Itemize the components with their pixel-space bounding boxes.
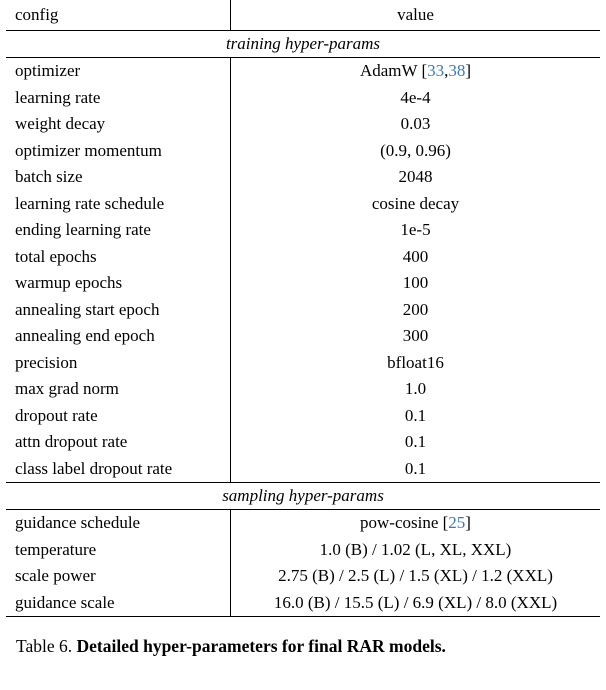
table-row [6,323,600,350]
config-cell: precision [6,350,231,377]
value-text: 2048 [398,167,433,187]
table-row [6,111,600,138]
value-suffix: ] [465,513,471,533]
table-row [6,138,600,165]
citation-link[interactable]: 38 [448,61,466,81]
table-row [6,244,600,271]
table-header-row [6,0,600,30]
config-cell: guidance scale [6,590,231,617]
config-cell: learning rate [6,85,231,112]
table-row [6,403,600,430]
hyperparams-table [6,0,600,617]
table-row [6,456,600,483]
value-text: 0.1 [404,432,427,452]
table-caption [16,636,596,657]
table-row [6,217,600,244]
value-text: (0.9, 0.96) [380,140,451,160]
value-text: pow-cosine [ [360,513,449,533]
config-cell: batch size [6,164,231,191]
value-text: 100 [402,273,429,293]
value-cell [231,85,600,112]
table-row [6,164,600,191]
config-cell: optimizer momentum [6,138,231,165]
config-cell: guidance schedule [6,510,231,537]
value-text: bfloat16 [387,352,444,372]
section-header: sampling hyper-params [6,482,600,510]
value-cell [231,111,600,138]
value-text: cosine decay [371,193,460,213]
table-row [6,510,600,537]
value-text: 1.0 [404,379,427,399]
config-cell: class label dropout rate [6,456,231,483]
config-cell: annealing start epoch [6,297,231,324]
value-cell [231,164,600,191]
value-text: 0.1 [404,458,427,478]
header-value: value [397,5,434,24]
value-cell [231,537,600,564]
table-row [6,429,600,456]
config-cell: total epochs [6,244,231,271]
value-suffix: ] [465,61,472,81]
table-row [6,537,600,564]
value-cell [231,270,600,297]
value-text: 1e-5 [400,220,431,240]
value-cell [231,510,600,537]
value-cell: AdamW [ 33 , 38 ] [359,61,472,81]
config-cell: max grad norm [6,376,231,403]
table-row [6,85,600,112]
value-cell [231,563,600,590]
section-header: training hyper-params [6,30,600,58]
config-cell: scale power [6,563,231,590]
value-text: 4e-4 [400,87,431,107]
value-text: 0.03 [400,114,431,134]
value-cell [231,191,600,218]
config-cell: optimizer [6,58,231,85]
table-row [6,58,600,85]
config-cell: annealing end epoch [6,323,231,350]
config-cell: ending learning rate [6,217,231,244]
value-text: 400 [402,246,429,266]
table-row [6,270,600,297]
value-cell [231,376,600,403]
config-cell: temperature [6,537,231,564]
citation-link[interactable]: 33 [427,61,445,81]
value-cell [231,429,600,456]
table-row [6,350,600,377]
value-cell [231,403,600,430]
config-cell: attn dropout rate [6,429,231,456]
config-cell: weight decay [6,111,231,138]
value-text: 1.0 (B) / 1.02 (L, XL, XXL) [319,539,512,559]
config-cell: dropout rate [6,403,231,430]
value-cell [231,297,600,324]
value-cell [231,456,600,483]
citation-link[interactable]: 25 [448,513,466,533]
table-row [6,590,600,618]
table-row [6,376,600,403]
table-row [6,297,600,324]
table-row [6,191,600,218]
value-cell [231,350,600,377]
value-text: 2.75 (B) / 2.5 (L) / 1.5 (XL) / 1.2 (XXL) [278,566,553,586]
value-text: 0.1 [404,405,427,425]
config-cell: learning rate schedule [6,191,231,218]
table-body [6,30,600,617]
value-text: 300 [402,326,429,346]
table-row [6,563,600,590]
header-config: config [6,0,231,30]
value-text: 16.0 (B) / 15.5 (L) / 6.9 (XL) / 8.0 (XXL) [273,592,558,612]
value-cell [231,138,600,165]
config-cell: warmup epochs [6,270,231,297]
value-text: AdamW [ [359,61,428,81]
value-cell [231,590,600,617]
value-cell [231,217,600,244]
caption-text: Detailed hyper-parameters for final RAR models. [76,636,446,656]
value-cell [231,323,600,350]
caption-label: Table 6. [16,636,73,656]
value-cell [231,244,600,271]
value-text: 200 [402,299,429,319]
